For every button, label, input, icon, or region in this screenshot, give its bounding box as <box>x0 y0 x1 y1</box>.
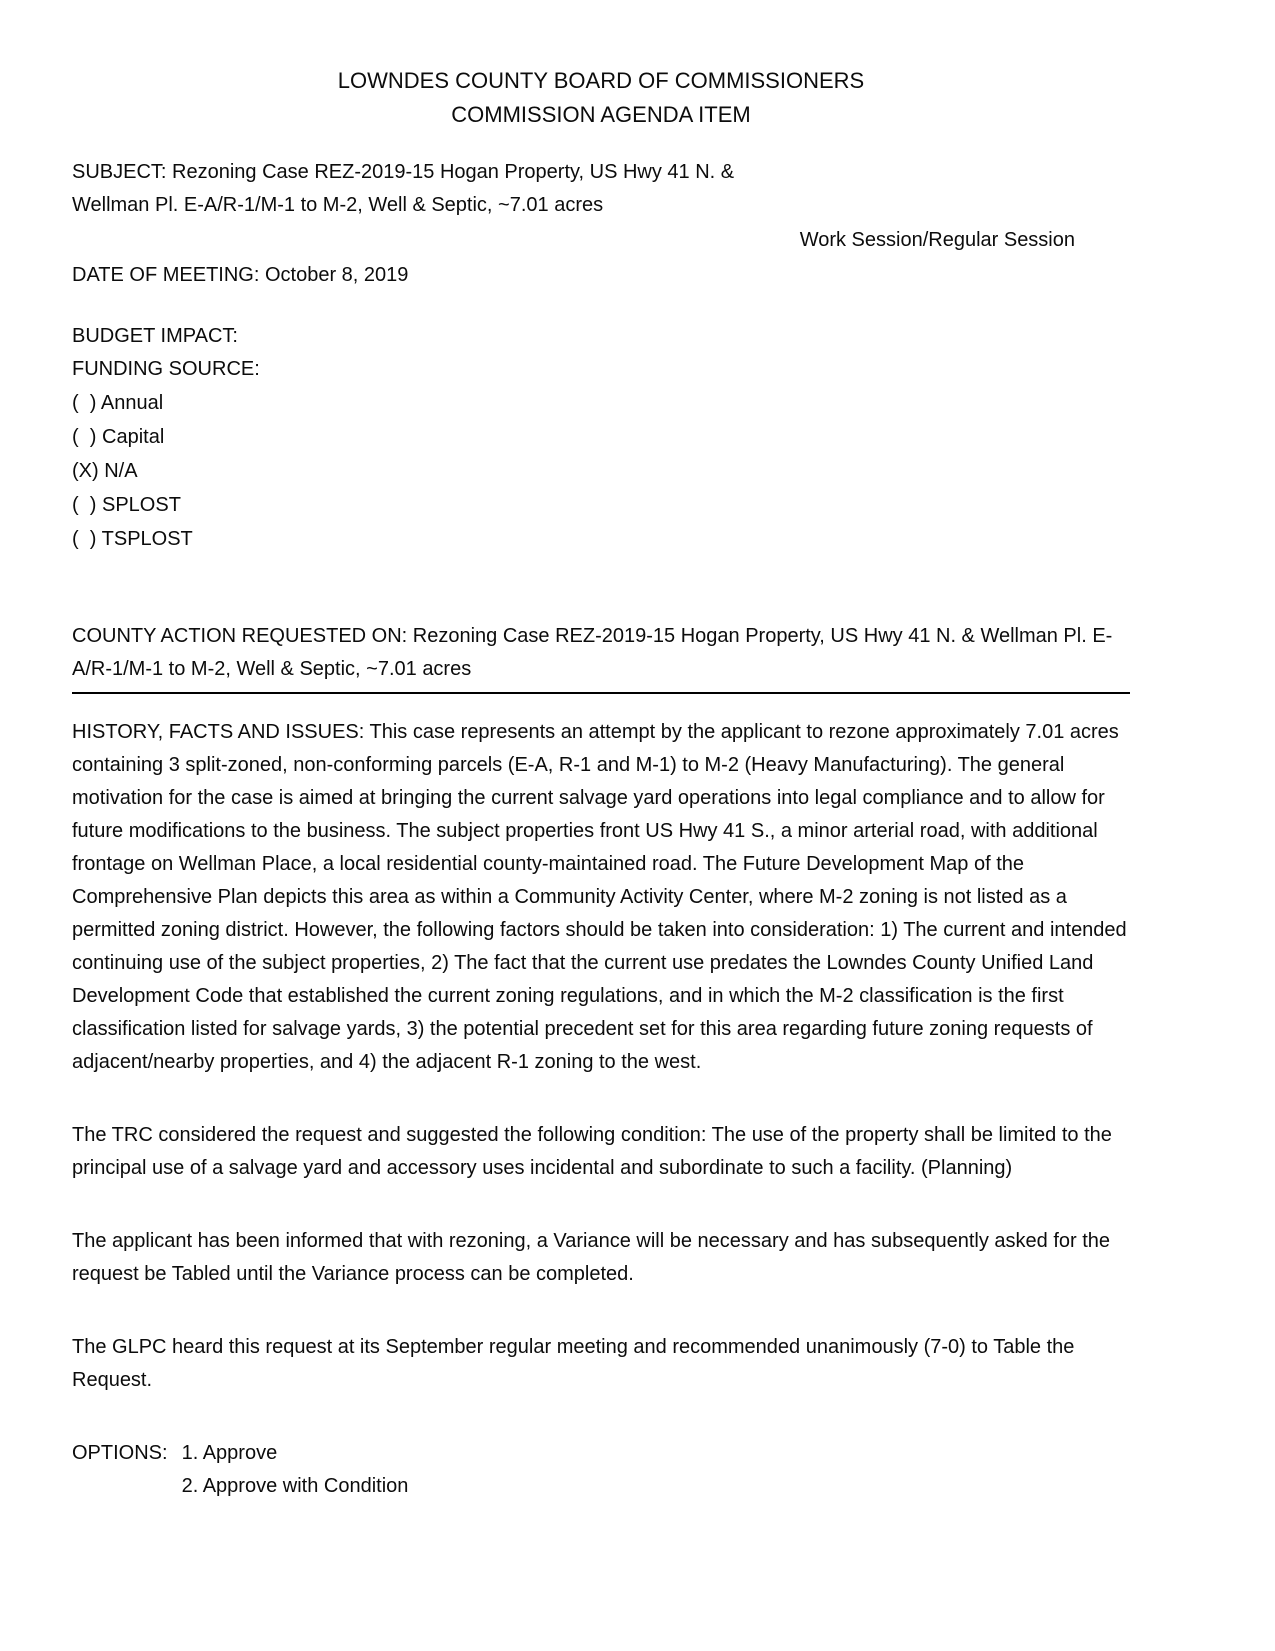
document-title-line2: COMMISSION AGENDA ITEM <box>451 102 751 127</box>
session-type: Work Session/Regular Session <box>799 229 1075 251</box>
funding-option-na <box>72 454 1130 488</box>
checkbox-annual: ( ) <box>72 392 97 414</box>
funding-option-annual <box>72 386 1130 420</box>
checkbox-splost: ( ) <box>72 494 97 516</box>
options-items <box>182 1437 409 1503</box>
funding-option-tsplost-label: TSPLOST <box>101 528 193 550</box>
document-title-line1: LOWNDES COUNTY BOARD OF COMMISSIONERS <box>337 68 865 93</box>
funding-option-na-label: N/A <box>104 460 138 482</box>
checkbox-capital: ( ) <box>72 426 97 448</box>
funding-option-annual-label: Annual <box>100 392 164 414</box>
section-divider <box>72 692 1130 694</box>
applicant-variance-paragraph: The applicant has been informed that with rezoning, a Variance will be necessary and has subsequently asked for the request be Tabled until the Variance process can be completed. <box>72 1230 1111 1285</box>
subject-block <box>72 156 1130 222</box>
option-approve-with-condition: 2. Approve with Condition <box>181 1475 409 1497</box>
option-approve: 1. Approve <box>181 1442 278 1464</box>
funding-options-list <box>72 386 1130 556</box>
subject-line1: SUBJECT: Rezoning Case REZ-2019-15 Hogan Property, US Hwy 41 N. & <box>72 161 735 183</box>
options-block <box>72 1437 1130 1503</box>
funding-option-tsplost <box>72 522 1130 556</box>
checkbox-tsplost: ( ) <box>72 528 97 550</box>
document-title <box>72 64 1130 132</box>
funding-option-capital <box>72 420 1130 454</box>
budget-impact-label: BUDGET IMPACT: <box>72 325 238 347</box>
funding-option-splost <box>72 488 1130 522</box>
history-facts-issues-paragraph: HISTORY, FACTS AND ISSUES: This case represents an attempt by the applicant to rezone approximately 7.01 acres containing 3 split-zoned, non-conforming parcels (E-A, R-1 and M-1) to M-2 (Heavy Manufacturing). The general motivation for the case is aimed at bringing the current salvage yard operations into legal compliance and to allow for future modifications to the business. The subject properties front US Hwy 41 S., a minor arterial road, with additional frontage on Wellman Place, a local residential county-maintained road. The Future Development Map of the Comprehensive Plan depicts this area as within a Community Activity Center, where M-2 zoning is not listed as a permitted zoning district. However, the following factors should be taken into consideration: 1) The current and intended continuing use of the subject properties, 2) The fact that the current use predates the Lowndes County Unified Land Development Code that established the current zoning regulations, and in which the M-2 classification is the first classification listed for salvage yards, 3) the potential precedent set for this area regarding future zoning requests of adjacent/nearby properties, and 4) the adjacent R-1 zoning to the west. <box>72 721 1127 1073</box>
meeting-date: DATE OF MEETING: October 8, 2019 <box>72 264 409 286</box>
funding-source-label: FUNDING SOURCE: <box>72 358 260 380</box>
options-label: OPTIONS: <box>72 1442 168 1464</box>
funding-option-splost-label: SPLOST <box>102 494 181 516</box>
subject-line2: Wellman Pl. E-A/R-1/M-1 to M-2, Well & Septic, ~7.01 acres <box>72 194 604 216</box>
funding-option-capital-label: Capital <box>102 426 165 448</box>
trc-condition-paragraph: The TRC considered the request and suggested the following condition: The use of the property shall be limited to the principal use of a salvage yard and accessory uses incidental and subordinate to such a facility. (Planning) <box>72 1124 1112 1179</box>
checkbox-na-checked: (X) <box>72 460 99 482</box>
county-action-requested: COUNTY ACTION REQUESTED ON: Rezoning Case REZ-2019-15 Hogan Property, US Hwy 41 N. & Wellman Pl. E-A/R-1/M-1 to M-2, Well & Septic, ~7.01 acres <box>72 625 1113 680</box>
glpc-recommendation-paragraph: The GLPC heard this request at its September regular meeting and recommended unanimously (7-0) to Table the Request. <box>72 1336 1075 1391</box>
